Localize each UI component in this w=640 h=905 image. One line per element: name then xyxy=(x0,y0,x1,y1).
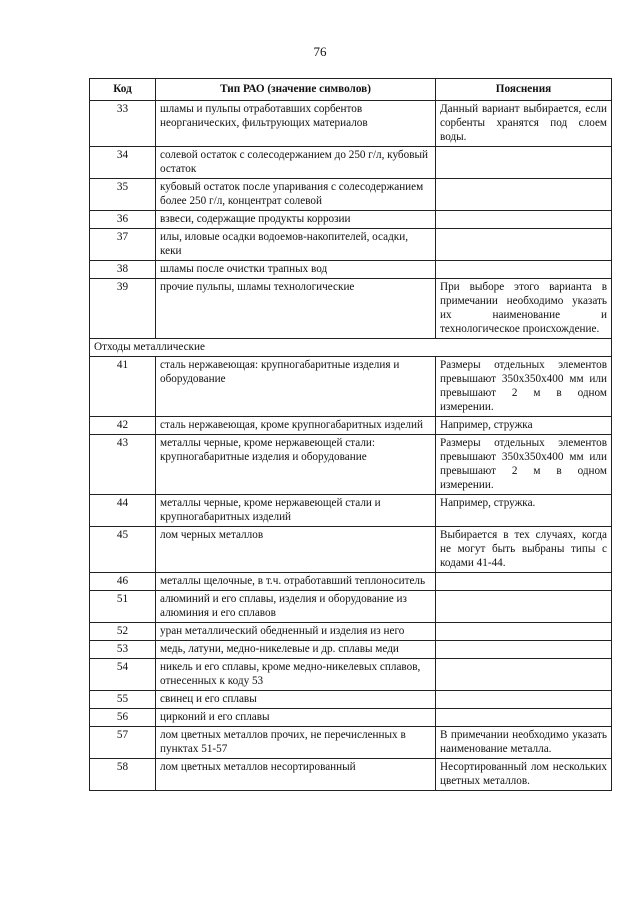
cell-code: 58 xyxy=(90,759,156,791)
cell-type: лом цветных металлов несортированный xyxy=(156,759,436,791)
cell-code: 34 xyxy=(90,147,156,179)
cell-type: металлы щелочные, в т.ч. отработавший теплоноситель xyxy=(156,573,436,591)
table-row xyxy=(90,179,612,211)
cell-note: Выбирается в тех случаях, когда не могут быть выбраны типы с кодами 41-44. xyxy=(436,527,612,573)
cell-note xyxy=(436,641,612,659)
cell-type: цирконий и его сплавы xyxy=(156,709,436,727)
cell-type: взвеси, содержащие продукты коррозии xyxy=(156,211,436,229)
cell-type: кубовый остаток после упаривания с солесодержанием более 250 г/л, концентрат солевой xyxy=(156,179,436,211)
cell-note: Например, стружка. xyxy=(436,495,612,527)
cell-code: 46 xyxy=(90,573,156,591)
table-row xyxy=(90,759,612,791)
table-row xyxy=(90,495,612,527)
cell-note xyxy=(436,573,612,591)
cell-note: Несортированный лом нескольких цветных металлов. xyxy=(436,759,612,791)
cell-type: илы, иловые осадки водоемов-накопителей, осадки, кеки xyxy=(156,229,436,261)
cell-code: 36 xyxy=(90,211,156,229)
cell-note: Например, стружка xyxy=(436,417,612,435)
table-header-row xyxy=(90,79,612,101)
cell-type: сталь нержавеющая, кроме крупногабаритных изделий xyxy=(156,417,436,435)
header-type: Тип РАО (значение символов) xyxy=(156,79,436,101)
cell-code: 45 xyxy=(90,527,156,573)
cell-note: При выборе этого варианта в примечании необходимо указать их наименование и технологическое происхождение. xyxy=(436,279,612,339)
cell-code: 39 xyxy=(90,279,156,339)
cell-code: 52 xyxy=(90,623,156,641)
cell-code: 53 xyxy=(90,641,156,659)
cell-note xyxy=(436,261,612,279)
cell-type: уран металлический обедненный и изделия из него xyxy=(156,623,436,641)
cell-note xyxy=(436,709,612,727)
cell-type: металлы черные, кроме нержавеющей стали: крупногабаритные изделия и оборудование xyxy=(156,435,436,495)
cell-type: шламы и пульпы отработавших сорбентов неорганических, фильтрующих материалов xyxy=(156,101,436,147)
cell-note xyxy=(436,591,612,623)
cell-note xyxy=(436,147,612,179)
cell-code: 44 xyxy=(90,495,156,527)
cell-code: 56 xyxy=(90,709,156,727)
table-row xyxy=(90,417,612,435)
table-row xyxy=(90,573,612,591)
table-body-metal-waste xyxy=(90,357,612,791)
table-row xyxy=(90,279,612,339)
cell-note xyxy=(436,623,612,641)
cell-code: 38 xyxy=(90,261,156,279)
cell-code: 55 xyxy=(90,691,156,709)
table-row xyxy=(90,357,612,417)
table-body-liquid-sludges xyxy=(90,101,612,339)
cell-type: лом цветных металлов прочих, не перечисленных в пунктах 51-57 xyxy=(156,727,436,759)
cell-code: 42 xyxy=(90,417,156,435)
cell-note: Размеры отдельных элементов превышают 350х350х400 мм или превышают 2 м в одном измерении. xyxy=(436,435,612,495)
cell-note xyxy=(436,691,612,709)
header-code: Код xyxy=(90,79,156,101)
section-title: Отходы металлические xyxy=(90,339,612,357)
cell-note: В примечании необходимо указать наименование металла. xyxy=(436,727,612,759)
table-row xyxy=(90,591,612,623)
table-row xyxy=(90,641,612,659)
cell-note xyxy=(436,229,612,261)
cell-type: солевой остаток с солесодержанием до 250 г/л, кубовый остаток xyxy=(156,147,436,179)
cell-type: свинец и его сплавы xyxy=(156,691,436,709)
cell-type: лом черных металлов xyxy=(156,527,436,573)
table-row xyxy=(90,211,612,229)
cell-note xyxy=(436,179,612,211)
cell-code: 35 xyxy=(90,179,156,211)
cell-type: медь, латуни, медно-никелевые и др. сплавы меди xyxy=(156,641,436,659)
cell-code: 51 xyxy=(90,591,156,623)
table-row xyxy=(90,229,612,261)
cell-type: никель и его сплавы, кроме медно-никелевых сплавов, отнесенных к коду 53 xyxy=(156,659,436,691)
cell-type: шламы после очистки трапных вод xyxy=(156,261,436,279)
table-row xyxy=(90,691,612,709)
cell-type: прочие пульпы, шламы технологические xyxy=(156,279,436,339)
table-row xyxy=(90,623,612,641)
table-row xyxy=(90,727,612,759)
cell-type: сталь нержавеющая: крупногабаритные изделия и оборудование xyxy=(156,357,436,417)
cell-type: алюминий и его сплавы, изделия и оборудование из алюминия и его сплавов xyxy=(156,591,436,623)
table-row xyxy=(90,261,612,279)
rao-type-table xyxy=(89,78,612,791)
cell-type: металлы черные, кроме нержавеющей стали и крупногабаритных изделий xyxy=(156,495,436,527)
table-row xyxy=(90,435,612,495)
table-row xyxy=(90,527,612,573)
cell-code: 41 xyxy=(90,357,156,417)
table-row xyxy=(90,147,612,179)
table-row xyxy=(90,101,612,147)
table-row xyxy=(90,709,612,727)
cell-code: 37 xyxy=(90,229,156,261)
cell-code: 43 xyxy=(90,435,156,495)
cell-code: 54 xyxy=(90,659,156,691)
table-row xyxy=(90,659,612,691)
cell-note xyxy=(436,659,612,691)
cell-note: Размеры отдельных элементов превышают 350х350х400 мм или превышают 2 м в одном измерении. xyxy=(436,357,612,417)
cell-note xyxy=(436,211,612,229)
cell-code: 57 xyxy=(90,727,156,759)
cell-note: Данный вариант выбирается, если сорбенты хранятся под слоем воды. xyxy=(436,101,612,147)
section-row xyxy=(90,339,612,357)
cell-code: 33 xyxy=(90,101,156,147)
header-note: Пояснения xyxy=(436,79,612,101)
page-number: 76 xyxy=(313,44,327,59)
